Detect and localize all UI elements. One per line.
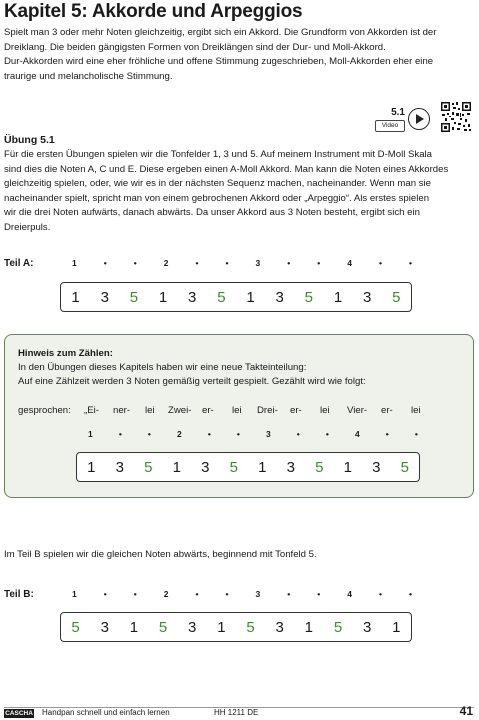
beat-dot: •: [409, 258, 412, 268]
part-b-label: Teil B:: [4, 589, 34, 600]
syllable: „Ei-: [84, 405, 99, 416]
beat-dot: •: [317, 589, 321, 599]
note-accent: 5: [71, 618, 80, 636]
note: 1: [343, 458, 352, 476]
note: 3: [372, 458, 381, 476]
beat-dot: •: [379, 589, 382, 599]
hint-note-sequence: [76, 452, 420, 482]
intro-line: Dreiklang. Die beiden gängigsten Formen von Dreiklängen sind der Dur- und Moll-Akkord.: [4, 41, 386, 53]
beat-dot: •: [236, 429, 240, 439]
exercise-line: gleichzeitig spielen, oder, wie wir es in der nächsten Sequenz machen, nacheinander. Wenn man sie: [4, 178, 432, 190]
page-title: Kapitel 5: Akkorde und Arpeggios: [4, 1, 303, 22]
note-accent: 5: [333, 618, 343, 636]
footer-code: HH 1211 DE: [214, 708, 259, 717]
beat-dot: •: [225, 589, 229, 599]
intro-line: Spielt man 3 oder mehr Noten gleichzeitig, ergibt sich ein Akkord. Die Grundform von Akkorden ist der: [4, 27, 437, 38]
beat-count: 2: [176, 429, 182, 439]
beat-count: 3: [265, 429, 271, 439]
video-link[interactable]: [375, 107, 431, 133]
beat-dot: •: [133, 258, 137, 268]
syllable: er-: [290, 405, 302, 416]
beat-count: 4: [347, 589, 352, 599]
note: 3: [100, 288, 109, 306]
syllable: Drei-: [257, 405, 278, 416]
video-number: 5.1: [391, 107, 405, 118]
note: 3: [286, 458, 295, 476]
hint-line: Auf eine Zählzeit werden 3 Noten gemäßig verteilt gespielt. Gezählt wird wie folgt:: [18, 376, 366, 387]
syllable: er-: [202, 405, 214, 416]
note: 3: [115, 458, 124, 476]
syllable: er-: [381, 405, 393, 416]
syllable: lei: [411, 405, 421, 416]
beat-dot: •: [287, 258, 291, 268]
note-accent: 5: [246, 618, 255, 636]
note-accent: 5: [144, 458, 153, 476]
intro-line: traurige und melancholische Stimmung.: [4, 70, 173, 82]
exercise-line: Für die ersten Übungen spielen wir die Tonfelder 1, 3 und 5. Auf meinem Instrument mit D-Moll Skala: [4, 149, 433, 160]
note-accent: 5: [158, 618, 168, 636]
syllable: ner-: [113, 405, 131, 416]
part-a-note-sequence: [60, 282, 412, 312]
syllable: lei: [320, 405, 330, 416]
exercise-paragraph: [4, 148, 474, 236]
exercise-line: sind dies die Noten A, C und E. Diese ergeben einen A-Moll Akkord. Man kann die Noten eines Akkordes: [4, 163, 449, 175]
note: 3: [188, 288, 197, 306]
beat-dot: •: [385, 429, 389, 439]
hint-beats: [88, 429, 418, 439]
syllable: Zwei-: [168, 405, 192, 416]
beat-dot: •: [225, 258, 229, 268]
syllable: lei: [232, 405, 242, 416]
beat-count: 2: [163, 589, 169, 599]
note: 3: [188, 618, 197, 636]
note: 1: [246, 288, 255, 306]
video-label: Video: [375, 120, 405, 132]
beat-dot: •: [207, 429, 211, 439]
note-accent: 5: [392, 288, 401, 306]
note: 1: [172, 458, 181, 476]
exercise-line: wir die drei Noten aufwärts, danach abwärts. Da unser Akkord aus 3 Noten besteht, ergibt sich ein: [4, 207, 420, 219]
beat-count: 1: [88, 429, 93, 439]
part-b-intro: Im Teil B spielen wir die gleichen Noten abwärts, beginnend mit Tonfeld 5.: [4, 549, 317, 560]
syllable: lei: [145, 405, 155, 416]
beat-dot: •: [325, 429, 329, 439]
note: 3: [100, 618, 109, 636]
note: 1: [333, 288, 343, 306]
beat-dot: •: [147, 429, 151, 439]
beat-dot: •: [133, 589, 137, 599]
intro-line: Dur-Akkorden wird eine eher fröhliche und offene Stimmung zugeschrieben, Moll-Akkorden eher eine: [4, 56, 434, 68]
beat-dot: •: [103, 589, 107, 599]
note: 1: [87, 458, 96, 476]
hint-heading: Hinweis zum Zählen:: [18, 348, 113, 359]
footer-book-title: Handpan schnell und einfach lernen: [42, 708, 170, 717]
publisher-logo: CASCHA: [5, 710, 33, 717]
part-a-beats: [72, 258, 412, 268]
note: 1: [158, 288, 168, 306]
beat-dot: •: [195, 258, 199, 268]
exercise-line: Dreierpuls.: [4, 221, 51, 233]
spoken-label: gesprochen:: [18, 405, 71, 416]
note-accent: 5: [129, 288, 139, 306]
beat-dot: •: [296, 429, 300, 439]
hint-line: In den Übungen dieses Kapitels haben wir eine neue Takteinteilung:: [18, 362, 307, 373]
beat-dot: •: [195, 589, 199, 599]
note: 1: [129, 618, 139, 636]
note-accent: 5: [315, 458, 324, 476]
note: 3: [201, 458, 210, 476]
note-accent: 5: [304, 288, 313, 306]
qr-code-icon[interactable]: [440, 101, 472, 133]
beat-count: 4: [354, 429, 360, 439]
note: 1: [258, 458, 267, 476]
note: 1: [304, 618, 313, 636]
part-b-note-sequence: [60, 612, 412, 642]
note: 1: [71, 288, 80, 306]
note: 3: [275, 618, 284, 636]
play-icon[interactable]: [408, 108, 430, 130]
note: 3: [275, 288, 284, 306]
page-number: 41: [459, 704, 473, 718]
beat-count: 1: [72, 589, 77, 599]
beat-dot: •: [379, 258, 382, 268]
note: 1: [217, 618, 226, 636]
part-a-label: Teil A:: [4, 258, 34, 269]
beat-dot: •: [317, 258, 321, 268]
exercise-line: nacheinander spielt, spricht man von einem gebrochenen Akkord oder „Arpeggio“. Als erstes spielen: [4, 192, 430, 204]
note-accent: 5: [400, 458, 409, 476]
beat-count: 3: [255, 589, 261, 599]
note: 1: [392, 618, 401, 636]
note-accent: 5: [217, 288, 226, 306]
beat-count: 4: [347, 258, 352, 268]
beat-dot: •: [414, 429, 418, 439]
exercise-heading: Übung 5.1: [4, 134, 55, 146]
intro-paragraph: [4, 26, 474, 84]
beat-count: 1: [72, 258, 77, 268]
note: 3: [362, 618, 372, 636]
part-b-beats: [72, 589, 412, 599]
beat-dot: •: [409, 589, 412, 599]
beat-dot: •: [118, 429, 122, 439]
note-accent: 5: [229, 458, 238, 476]
beat-count: 2: [163, 258, 169, 268]
syllable: Vier-: [347, 405, 368, 416]
beat-count: 3: [255, 258, 261, 268]
note: 3: [362, 288, 372, 306]
beat-dot: •: [103, 258, 107, 268]
beat-dot: •: [287, 589, 291, 599]
